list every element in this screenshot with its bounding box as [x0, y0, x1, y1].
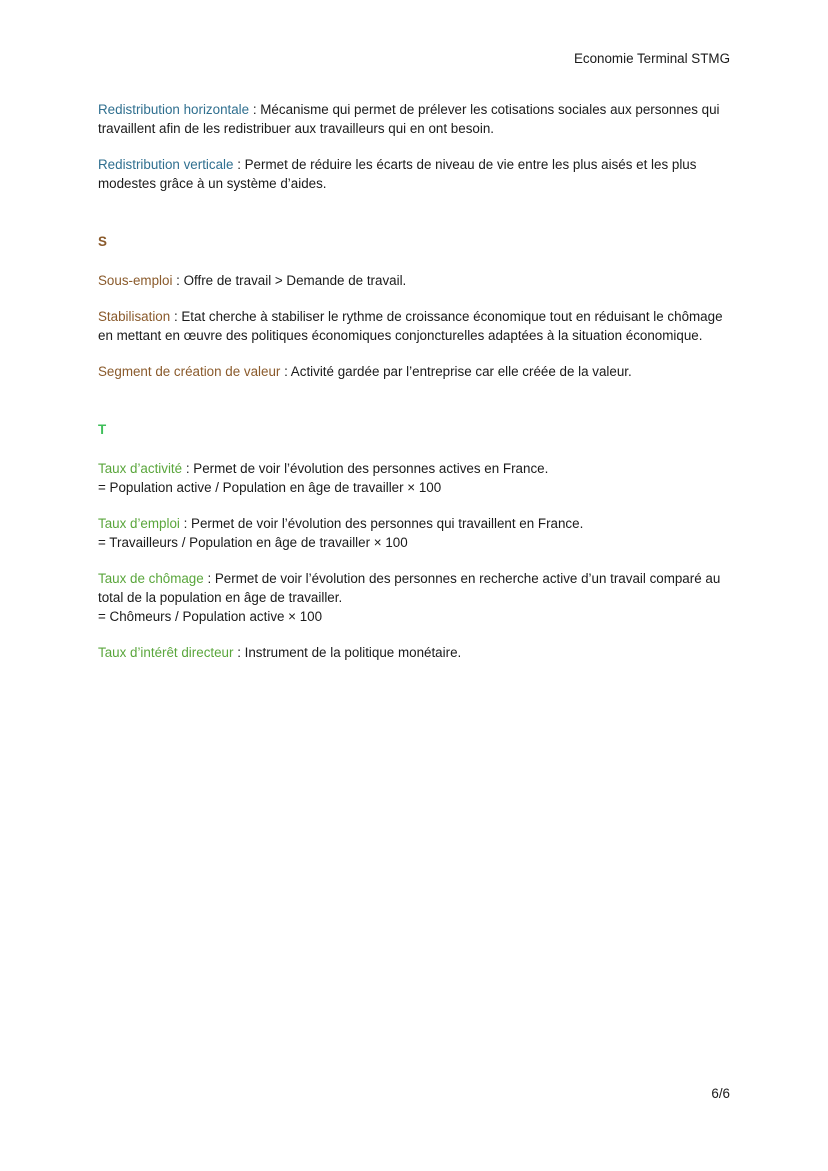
- glossary-term: Stabilisation: [98, 309, 171, 324]
- section-letter-s: S: [98, 234, 107, 249]
- glossary-entry: [98, 643, 738, 662]
- glossary-entry: [98, 307, 738, 345]
- glossary-definition: : Etat cherche à stabiliser le rythme de croissance économique tout en réduisant le chômage en mettant en œuvre des politiques économiques conjoncturelles adaptées à la situation économique.: [98, 309, 723, 343]
- glossary-definition: : Permet de voir l’évolution des personnes qui travaillent en France.: [179, 516, 584, 531]
- glossary-term: Taux d’intérêt directeur: [98, 645, 234, 660]
- glossary-definition: : Permet de voir l’évolution des personnes en recherche active d’un travail comparé au total de la population en âge de travailler.: [98, 571, 721, 605]
- glossary-definition: : Activité gardée par l’entreprise car elle créée de la valeur.: [280, 364, 632, 379]
- page-number: 6/6: [711, 1086, 730, 1101]
- glossary-term: Redistribution horizontale: [98, 102, 250, 117]
- glossary-entry: [98, 569, 738, 626]
- glossary-entry: [98, 514, 738, 552]
- glossary-term: Taux de chômage: [98, 571, 204, 586]
- glossary-definition: : Offre de travail > Demande de travail.: [172, 273, 407, 288]
- glossary-term: Taux d’emploi: [98, 516, 180, 531]
- glossary-entry: [98, 362, 738, 381]
- glossary-definition: : Permet de voir l’évolution des personnes actives en France.: [182, 461, 549, 476]
- section-letter-t: T: [98, 422, 107, 437]
- glossary-definition: : Instrument de la politique monétaire.: [233, 645, 462, 660]
- glossary-definition: : Permet de réduire les écarts de niveau de vie entre les plus aisés et les plus modestes grâce à un système d’aides.: [98, 157, 697, 191]
- glossary-entry: [98, 271, 738, 290]
- glossary-formula: = Population active / Population en âge de travailler × 100: [98, 480, 442, 495]
- glossary-term: Sous-emploi: [98, 273, 173, 288]
- glossary-entry: [98, 155, 738, 193]
- glossary-term: Redistribution verticale: [98, 157, 234, 172]
- glossary-formula: = Chômeurs / Population active × 100: [98, 609, 323, 624]
- glossary-term: Segment de création de valeur: [98, 364, 281, 379]
- glossary-entry: [98, 459, 738, 497]
- glossary-definition: : Mécanisme qui permet de prélever les cotisations sociales aux personnes qui travaillent afin de les redistribuer aux travailleurs qui en ont besoin.: [98, 102, 720, 136]
- glossary-entry: [98, 100, 738, 138]
- glossary-formula: = Travailleurs / Population en âge de travailler × 100: [98, 535, 408, 550]
- glossary-content: [98, 100, 738, 679]
- glossary-term: Taux d’activité: [98, 461, 183, 476]
- page-header: Economie Terminal STMG: [573, 51, 730, 66]
